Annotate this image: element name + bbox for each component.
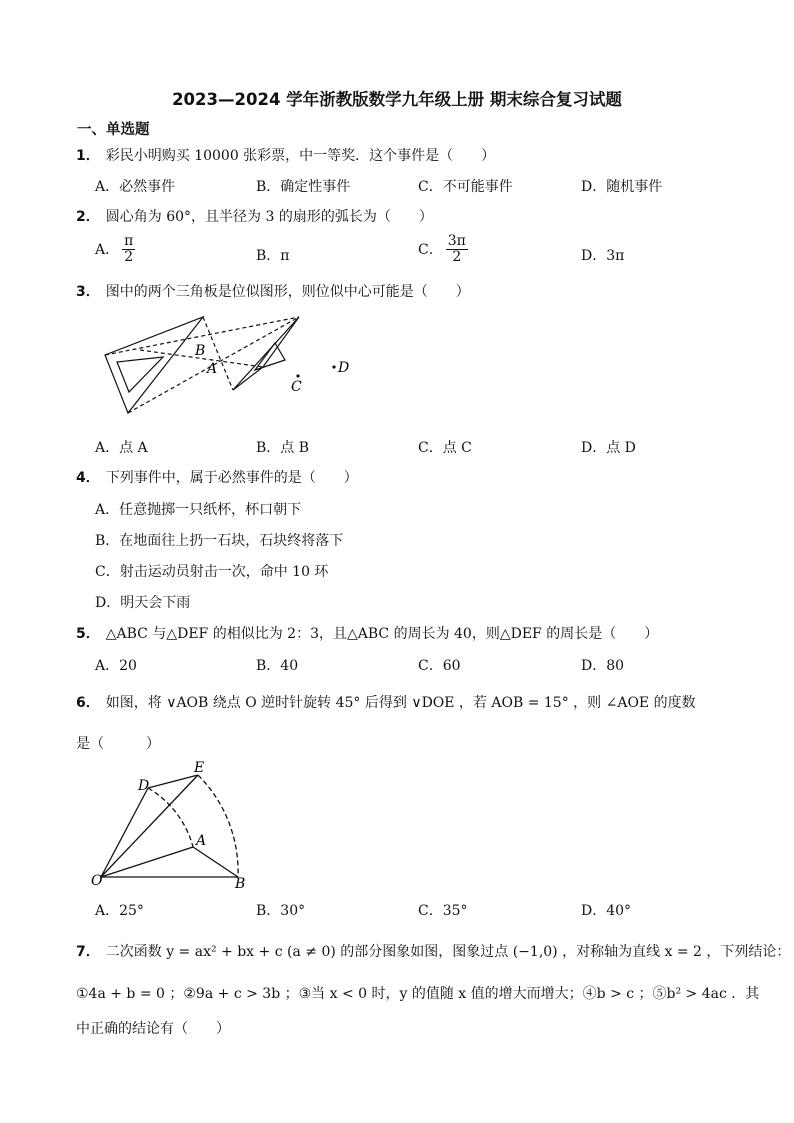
question-number: 6． (76, 695, 100, 711)
numerator: π (124, 233, 134, 249)
q6-option-b[interactable]: B．30° (256, 903, 306, 919)
q1-option-b[interactable]: B．确定性事件 (256, 179, 351, 195)
label-e: E (194, 760, 205, 776)
question-7-line2: ①4a + b = 0 ；②9a + c > 3b ；③当 x < 0 时，y 的值随 x 值的增大而增大；④b > c ；⑤b² > 4ac ．其 (76, 986, 760, 1002)
q1-option-a[interactable]: A．必然事件 (95, 179, 176, 195)
denominator: 2 (452, 249, 462, 266)
question-1 (76, 145, 495, 165)
question-text: 彩民小明购买 10000 张彩票，中一等奖．这个事件是（ ） (105, 148, 496, 164)
question-6 (76, 692, 696, 712)
rotation-figure (88, 760, 258, 892)
question-text-line1: 如图，将 ∨AOB 绕点 O 逆时针旋转 45° 后得到 ∨DOE ，若 AOB = 15° ，则 ∠AOE 的度数 (105, 695, 696, 711)
fraction (122, 234, 135, 266)
page-title: 2023—2024 学年浙教版数学九年级上册 期末综合复习试题 (172, 90, 622, 109)
arc-eb (198, 775, 238, 877)
large-triangle-hole (117, 357, 163, 392)
question-text: 圆心角为 60°，且半径为 3 的扇形的弧长为（ ） (105, 209, 433, 225)
numerator: 3π (447, 233, 466, 249)
question-6-line2: 是（ ） (76, 736, 160, 752)
point-d-dot (332, 365, 335, 368)
q4-option-d[interactable]: D．明天会下雨 (95, 595, 191, 611)
q5-option-a[interactable]: A．20 (95, 658, 137, 674)
arc-da (148, 788, 193, 847)
question-2 (76, 206, 433, 226)
q2-option-a[interactable] (95, 234, 135, 266)
option-prefix: A． (95, 241, 120, 258)
segment-ab (193, 847, 238, 877)
q3-option-c[interactable]: C．点 C (418, 440, 472, 456)
question-5 (76, 623, 658, 643)
question-text: 下列事件中，属于必然事件的是（ ） (105, 470, 358, 486)
question-4 (76, 467, 358, 487)
q2-option-c[interactable] (418, 234, 468, 266)
q6-option-d[interactable]: D．40° (581, 903, 632, 919)
label-b: B (195, 343, 206, 359)
q5-option-c[interactable]: C．60 (418, 658, 461, 674)
q6-option-c[interactable]: C．35° (418, 903, 468, 919)
q4-option-a[interactable]: A．任意抛掷一只纸杯，杯口朝下 (95, 502, 302, 518)
q1-option-d[interactable]: D．随机事件 (581, 179, 663, 195)
q5-option-b[interactable]: B．40 (256, 658, 299, 674)
question-7 (76, 941, 790, 961)
label-d: D (138, 778, 150, 794)
question-text: 图中的两个三角板是位似图形，则位似中心可能是（ ） (105, 284, 470, 300)
q4-option-b[interactable]: B．在地面往上扔一石块，石块终将落下 (95, 533, 344, 549)
label-a: A (207, 361, 218, 377)
question-text: △ABC 与△DEF 的相似比为 2：3，且△ABC 的周长为 40，则△DEF 的周长是（ ） (105, 626, 659, 642)
q3-option-d[interactable]: D．点 D (581, 440, 636, 456)
q6-option-a[interactable]: A．25° (95, 903, 144, 919)
question-7-line3: 中正确的结论有（ ） (76, 1021, 230, 1037)
q5-option-d[interactable]: D．80 (581, 658, 625, 674)
q3-option-b[interactable]: B．点 B (256, 440, 310, 456)
q3-option-a[interactable]: A．点 A (95, 440, 148, 456)
triangle-rulers-figure (95, 310, 365, 420)
segment-de (148, 775, 198, 788)
label-a: A (196, 833, 207, 849)
question-number: 4． (76, 470, 100, 486)
question-number: 7． (76, 944, 100, 960)
question-3 (76, 281, 470, 301)
question-number: 5． (76, 626, 100, 642)
denominator: 2 (124, 249, 134, 266)
question-number: 1． (76, 148, 100, 164)
label-c: C (291, 379, 302, 395)
question-number: 2． (76, 209, 100, 225)
q2-option-d[interactable]: D．3π (581, 248, 625, 264)
point-c-dot (296, 374, 299, 377)
label-d: D (338, 360, 350, 376)
label-o: O (91, 873, 103, 889)
q4-option-c[interactable]: C．射击运动员射击一次，命中 10 环 (95, 564, 329, 580)
option-prefix: C． (418, 241, 443, 258)
q1-option-c[interactable]: C．不可能事件 (418, 179, 513, 195)
label-b: B (235, 876, 246, 892)
fraction (446, 234, 468, 266)
question-number: 3． (76, 284, 100, 300)
q2-option-b[interactable]: B．π (256, 248, 290, 264)
section-heading: 一、单选题 (77, 122, 150, 138)
question-text-line1: 二次函数 y = ax² + bx + c (a ≠ 0) 的部分图象如图，图象过点 (−1,0) ，对称轴为直线 x = 2 ，下列结论： (105, 944, 791, 960)
